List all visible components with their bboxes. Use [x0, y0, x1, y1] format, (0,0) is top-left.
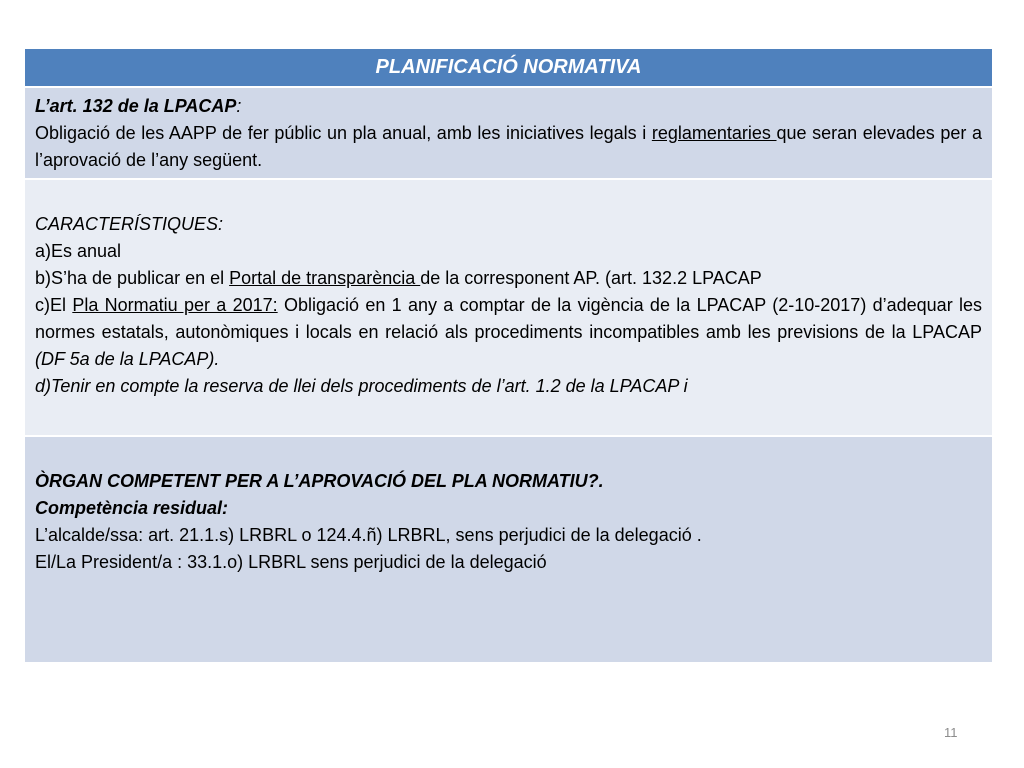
section1-text-a: Obligació de les AAPP de fer públic un pla anual, amb les iniciatives legals i	[35, 123, 652, 143]
section3-heading: ÒRGAN COMPETENT PER A L’APROVACIÓ DEL PLA NORMATIU?.	[35, 471, 604, 491]
section3-subheading: Competència residual:	[35, 498, 229, 518]
section1-text-b: que seran elevades per a l’aprovació de l’any següent.	[35, 123, 982, 170]
item-b-pre: b)S’ha de publicar en el	[35, 268, 230, 288]
item-c-pre: c)El	[35, 295, 73, 315]
section2-heading-colon: :	[218, 214, 224, 234]
characteristic-item-b	[35, 265, 982, 292]
section1-paragraph	[35, 120, 982, 174]
section1-heading: L’art. 132 de la LPACAP	[35, 96, 237, 116]
item-c-italic: (DF 5a de la LPACAP).	[35, 349, 220, 369]
section-competent-body	[25, 437, 992, 662]
section3-line1: L’alcalde/ssa: art. 21.1.s) LRBRL o 124.4.ñ) LRBRL, sens perjudici de la delegació .	[35, 525, 702, 545]
page-number: 11	[944, 725, 958, 740]
section1-underlined-text: reglamentaries	[651, 123, 777, 143]
table-header	[25, 49, 992, 88]
section3-line2: El/La President/a : 33.1.o) LRBRL sens perjudici de la delegació	[35, 552, 547, 572]
item-c-underlined: Pla Normatiu per a 2017:	[72, 295, 278, 315]
item-b-post: de la corresponent AP. (art. 132.2 LPACAP	[420, 268, 762, 288]
section-lpacap-article	[25, 88, 992, 180]
item-b-underlined: Portal de transparència	[229, 268, 421, 288]
characteristic-item-a: a)Es anual	[35, 241, 122, 261]
page-title: PLANIFICACIÓ NORMATIVA	[375, 56, 642, 78]
section-characteristics	[25, 180, 992, 437]
item-c-post: Obligació en 1 any a comptar de la vigència de la LPACAP (2-10-2017) d’adequar les normes estatals, autonòmiques i locals en relació als procediments incompatibles amb les previsions de la LPACAP	[35, 295, 983, 342]
section2-heading: CARACTERÍSTIQUES	[35, 214, 219, 234]
content-table	[25, 49, 992, 662]
characteristic-item-d: d)Tenir en compte la reserva de llei dels procediments de l’art. 1.2 de la LPACAP i	[35, 376, 688, 396]
characteristic-item-c	[35, 292, 982, 373]
section1-heading-colon: :	[236, 96, 242, 116]
